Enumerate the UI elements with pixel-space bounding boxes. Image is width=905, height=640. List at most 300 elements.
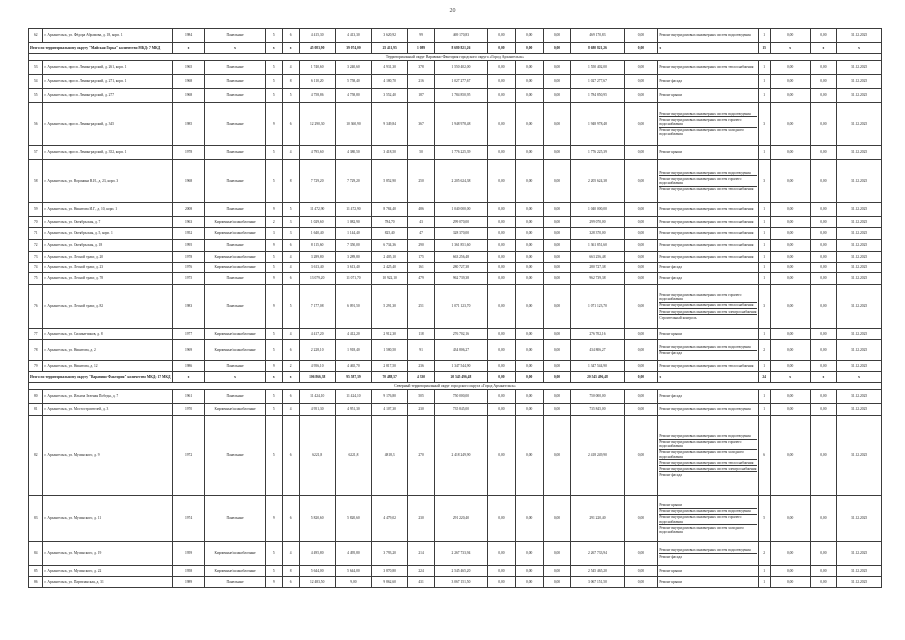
cell-year: 1985 — [172, 103, 205, 146]
cell-res: 91 — [408, 340, 435, 361]
cell-date: 31.12.2025 — [837, 340, 882, 361]
cell-z4: 0,00 — [624, 273, 658, 285]
cell-z4: 0,00 — [624, 404, 658, 416]
cell-res: 187 — [408, 89, 435, 103]
table-row — [29, 263, 882, 273]
cell-ra: 4 931,30 — [372, 61, 408, 75]
cell-mat: Панельные — [205, 75, 265, 89]
cell-z1: 0,00 — [488, 43, 516, 54]
cell-la: 4 412,20 — [335, 329, 371, 340]
address-cell: г. Архангельск, ул. Ильича Зеленая Победы, д. 7 — [43, 390, 172, 404]
cell-ta: 7 177,08 — [299, 285, 335, 329]
table-row — [29, 566, 882, 577]
cell-own: 3 067 151,50 — [571, 577, 624, 588]
cell-year: 1959 — [172, 542, 205, 566]
cell-z5: x — [770, 372, 810, 383]
cell-z5: 0,00 — [770, 340, 810, 361]
cell-z5: 0,00 — [770, 273, 810, 285]
cell-z1: 0,00 — [488, 103, 516, 146]
cell-z2: 0,00 — [515, 252, 543, 263]
cell-z3: 0,00 — [543, 329, 571, 340]
cell-year: 1983 — [172, 285, 205, 329]
cell-z4: 0,00 — [624, 372, 658, 383]
cell-date: 31.12.2025 — [837, 252, 882, 263]
address-cell: г. Архангельск, ул. Никитова И.Г., д. 10, корп. 1 — [43, 203, 172, 217]
cell-date: 31.12.2025 — [837, 263, 882, 273]
cell-z5: 0,00 — [770, 61, 810, 75]
cell-cost: 8 680 821,26 — [434, 43, 487, 54]
cell-mat: Панельные — [205, 416, 265, 496]
cell-year: 1961 — [172, 390, 205, 404]
table-row — [29, 146, 882, 160]
cell-ta: 2 228,10 — [299, 340, 335, 361]
cell-ta: 6221,8 — [299, 416, 335, 496]
cell-date: x — [837, 372, 882, 383]
cell-ta: 7 729,20 — [299, 160, 335, 203]
cell-date: 31.12.2025 — [837, 542, 882, 566]
address-cell: г. Архангельск, просп. Ленинградский, д. 345 — [43, 103, 172, 146]
cell-z1: 0,00 — [488, 29, 516, 43]
cell-la: 7 350,00 — [335, 240, 371, 252]
cell-date: 31.12.2025 — [837, 240, 882, 252]
work-type: Ремонт внутридомовых инженерных систем теплоснабжения — [659, 243, 754, 248]
cell-z3: 0,00 — [543, 29, 571, 43]
work-type: Ремонт внутридомовых инженерных систем теплоснабжения — [659, 363, 754, 368]
cell-cost: 1 027 277,67 — [434, 75, 487, 89]
table-row — [29, 285, 882, 329]
cell-z1: 0,00 — [488, 240, 516, 252]
work-type: Ремонт внутридомовых инженерных систем водоотведения — [659, 33, 751, 38]
section-title: Северный территориальный округ городского округа «Город Архангельск» — [29, 383, 882, 390]
cell-la: 39 074,00 — [335, 43, 371, 54]
cell-year: 1958 — [172, 566, 205, 577]
cell-z2: 0,00 — [515, 273, 543, 285]
cell-cost: 663 256,48 — [434, 252, 487, 263]
table-row — [29, 75, 882, 89]
row-number: 57 — [29, 146, 43, 160]
cell-z4: 0,00 — [624, 285, 658, 329]
cell-res: 99 — [408, 29, 435, 43]
table-row — [29, 240, 882, 252]
cell-res: 118 — [408, 329, 435, 340]
cell-mat: Кирпичные/шлакоблочные — [205, 542, 265, 566]
cell-z4: 0,00 — [624, 228, 658, 240]
row-number: 70 — [29, 217, 43, 228]
row-number: 73 — [29, 252, 43, 263]
cell-res: 161 — [408, 263, 435, 273]
row-number: 74 — [29, 263, 43, 273]
cell-res: 50 — [408, 146, 435, 160]
row-number: 83 — [29, 496, 43, 542]
work-type: Ремонт внутридомовых инженерных систем теплоснабжения — [659, 207, 754, 212]
cell-fl: x — [265, 372, 282, 383]
cell-cost: 2 205 624,38 — [434, 160, 487, 203]
cell-cnt: 1 — [758, 228, 770, 240]
cell-mat: Панельные — [205, 61, 265, 75]
cell-ra: 4 479,02 — [372, 496, 408, 542]
works-cell — [658, 577, 758, 588]
cell-fl: 9 — [265, 496, 282, 542]
work-type: Ремонт внутридомовых инженерных систем теплоснабжения — [659, 231, 754, 236]
cell-z3: 0,00 — [543, 228, 571, 240]
cell-z2: 0,00 — [515, 89, 543, 103]
cell-z2: 0,00 — [515, 340, 543, 361]
cell-ta: 4 951,30 — [299, 404, 335, 416]
cell-cnt: 1 — [758, 566, 770, 577]
cell-z4: 0,00 — [624, 390, 658, 404]
cell-ra: 9 349,84 — [372, 103, 408, 146]
cell-ra: 4 107,30 — [372, 404, 408, 416]
cell-ta: 45 083,90 — [299, 43, 335, 54]
work-type: Ремонт внутридомовых инженерных систем водоотведения — [659, 344, 756, 350]
cell-cnt: 1 — [758, 329, 770, 340]
cell-en: 6 — [282, 29, 299, 43]
cell-z2: 0,00 — [515, 404, 543, 416]
cell-en: 6 — [282, 103, 299, 146]
cell-res: 216 — [408, 75, 435, 89]
work-type: Ремонт фасада — [659, 351, 682, 355]
cell-z4: 0,00 — [624, 263, 658, 273]
cell-z6: 0,00 — [810, 416, 837, 496]
cell-own: 291 220,40 — [571, 496, 624, 542]
cell-cost: 2 267 733,94 — [434, 542, 487, 566]
cell-mat: Кирпичные/шлакоблочные — [205, 404, 265, 416]
work-type: Ремонт внутридомовых инженерных систем электроснабжения — [659, 309, 757, 314]
cell-z4: 0,00 — [624, 103, 658, 146]
cell-en: 3 — [282, 217, 299, 228]
cell-fl: 5 — [265, 263, 282, 273]
works-cell — [658, 61, 758, 75]
address-cell: г. Архангельск, ул. Октябрьская, д. 5, корп. 1 — [43, 228, 172, 240]
cell-en: 6 — [282, 340, 299, 361]
cell-z5: x — [770, 43, 810, 54]
cell-z6: 0,00 — [810, 228, 837, 240]
cell-cnt: 1 — [758, 361, 770, 372]
cell-mat: Панельные — [205, 160, 265, 203]
cell-cnt: 1 — [758, 61, 770, 75]
works-cell — [658, 404, 758, 416]
cell-z3: 0,00 — [543, 252, 571, 263]
cell-year: 1968 — [172, 160, 205, 203]
works-cell — [658, 273, 758, 285]
work-type: Ремонт внутридомовых инженерных систем водоотведения — [659, 407, 751, 412]
cell-fl: 5 — [265, 566, 282, 577]
cell-ra: 3 552,40 — [372, 89, 408, 103]
cell-z5: 0,00 — [770, 203, 810, 217]
cell-en: 4 — [282, 329, 299, 340]
cell-z2: 0,00 — [515, 75, 543, 89]
cell-date: 31.12.2025 — [837, 361, 882, 372]
work-type: Ремонт внутридомовых инженерных систем теплоснабжения — [659, 460, 756, 466]
cell-mat: Панельные — [205, 89, 265, 103]
cell-cost: 1 550 402,00 — [434, 61, 487, 75]
cell-en: 5 — [282, 285, 299, 329]
work-type: Ремонт внутридомовых инженерных систем теплоснабжения — [659, 187, 754, 192]
cell-z1: 0,00 — [488, 496, 516, 542]
cell-z2: 0,00 — [515, 240, 543, 252]
cell-res: 214 — [408, 542, 435, 566]
cell-en: 4 — [282, 252, 299, 263]
cell-own: 1 071 123,70 — [571, 285, 624, 329]
cell-fl: 5 — [265, 29, 282, 43]
cell-fl: x — [265, 43, 282, 54]
cell-ta: 5 644,00 — [299, 566, 335, 577]
work-type: Ремонт фасада — [659, 394, 682, 399]
work-type: Ремонт фасада — [659, 265, 682, 270]
cell-fl: 9 — [265, 361, 282, 372]
cell-ta: 11 424,10 — [299, 390, 335, 404]
cell-z4: 0,00 — [624, 217, 658, 228]
cell-fl: 5 — [265, 75, 282, 89]
works-cell — [658, 29, 758, 43]
work-type: Ремонт внутридомовых инженерных систем горячего водоснабжения — [659, 440, 756, 450]
work-type: Ремонт внутридомовых инженерных систем теплоснабжения — [659, 65, 754, 70]
cell-cnt: 15 — [758, 43, 770, 54]
cell-fl: 3 — [265, 228, 282, 240]
cell-year: 1963 — [172, 217, 205, 228]
total-row — [29, 43, 882, 54]
cell-ra: 70 488,57 — [372, 372, 408, 383]
cell-la: 5 758,40 — [335, 75, 371, 89]
work-type: Ремонт внутридомовых инженерных систем водоотведения — [659, 509, 756, 515]
cell-ra: 3 870,80 — [372, 566, 408, 577]
cell-mat: Панельные — [205, 240, 265, 252]
cell-z5: 0,00 — [770, 103, 810, 146]
cell-ra: 3 793,20 — [372, 542, 408, 566]
works-cell — [658, 103, 758, 146]
cell-ta: 13 079,20 — [299, 273, 335, 285]
cell-cnt: 1 — [758, 263, 770, 273]
cell-year: x — [172, 372, 205, 383]
cell-mat: Кирпичные/шлакоблочные — [205, 217, 265, 228]
cell-en: 8 — [282, 160, 299, 203]
work-type: Ремонт крыши — [659, 331, 683, 336]
cell-cost: 962 739,38 — [434, 273, 487, 285]
row-number: 53 — [29, 61, 43, 75]
address-cell: г. Архангельск, ул. Лесной тракт, д. 78 — [43, 273, 172, 285]
cell-fl: 5 — [265, 416, 282, 496]
cell-en: 6 — [282, 273, 299, 285]
cell-cnt: 3 — [758, 285, 770, 329]
cell-mat: x — [205, 372, 265, 383]
cell-la: 4 465,70 — [335, 361, 371, 372]
table-row — [29, 61, 882, 75]
section-header-row — [29, 54, 882, 61]
cell-z1: 0,00 — [488, 566, 516, 577]
cell-en: 4 — [282, 542, 299, 566]
cell-z3: 0,00 — [543, 372, 571, 383]
cell-cost: 1 347 544,90 — [434, 361, 487, 372]
works-cell — [658, 203, 758, 217]
works-cell — [658, 329, 758, 340]
cell-res: 230 — [408, 496, 435, 542]
cell-la: 4 495,80 — [335, 542, 371, 566]
cell-z5: 0,00 — [770, 542, 810, 566]
cell-en: 5 — [282, 89, 299, 103]
work-type: Ремонт внутридомовых инженерных систем холодного водоснабжения — [659, 450, 756, 460]
work-type: Ремонт крыши — [659, 150, 683, 155]
cell-z6: 0,00 — [810, 240, 837, 252]
cell-z2: 0,00 — [515, 372, 543, 383]
cell-z6: 0,00 — [810, 340, 837, 361]
table-row — [29, 89, 882, 103]
cell-la: 6 091,50 — [335, 285, 371, 329]
work-type: Ремонт внутридомовых инженерных систем холодного водоснабжения — [659, 525, 744, 534]
cell-z3: 0,00 — [543, 240, 571, 252]
cell-z4: 0,00 — [624, 43, 658, 54]
cell-la: 3 289,80 — [335, 252, 371, 263]
cell-ta: 4 795,60 — [299, 146, 335, 160]
cell-z3: 0,00 — [543, 217, 571, 228]
cell-z6: 0,00 — [810, 75, 837, 89]
cell-ta: 3 613,40 — [299, 263, 335, 273]
cell-res: 290 — [408, 240, 435, 252]
cell-z4: 0,00 — [624, 89, 658, 103]
cell-res: 230 — [408, 404, 435, 416]
table-row — [29, 496, 882, 542]
cell-cnt: 2 — [758, 340, 770, 361]
row-number: 62 — [29, 29, 43, 43]
cell-la: 3 613,40 — [335, 263, 371, 273]
address-cell: г. Архангельск, ул. Октябрьская, д. 18 — [43, 240, 172, 252]
row-number: 80 — [29, 390, 43, 404]
cell-year: 1978 — [172, 146, 205, 160]
cell-la: 1 918,40 — [335, 340, 371, 361]
cell-res: 251 — [408, 285, 435, 329]
cell-z4: 0,00 — [624, 160, 658, 203]
cell-res: 1 089 — [408, 43, 435, 54]
cell-date: 31.12.2025 — [837, 404, 882, 416]
cell-cnt: 1 — [758, 75, 770, 89]
cell-ra: 8 784,40 — [372, 203, 408, 217]
cell-fl: 5 — [265, 329, 282, 340]
cell-date: 31.12.2025 — [837, 203, 882, 217]
cell-date: 31.12.2025 — [837, 273, 882, 285]
cell-cost: 20 545 496,48 — [434, 372, 487, 383]
cell-z5: 0,00 — [770, 29, 810, 43]
works-cell — [658, 43, 758, 54]
cell-own: 328 370,00 — [571, 228, 624, 240]
work-type: Ремонт фасада — [659, 554, 682, 559]
cell-year: 1975 — [172, 273, 205, 285]
cell-z1: 0,00 — [488, 390, 516, 404]
cell-z3: 0,00 — [543, 89, 571, 103]
cell-z5: 0,00 — [770, 496, 810, 542]
address-cell: г. Архангельск, просп. Ленинградский, д. 352, корп. 1 — [43, 146, 172, 160]
cell-own: 735 845,00 — [571, 404, 624, 416]
cell-en: 3 — [282, 228, 299, 240]
work-type: Ремонт внутридомовых инженерных систем водоотведения — [659, 548, 756, 554]
cell-res: 47 — [408, 228, 435, 240]
cell-year: 1952 — [172, 228, 205, 240]
page-number: 20 — [449, 8, 456, 14]
row-number: 75 — [29, 273, 43, 285]
cell-cost: 291 220,40 — [434, 496, 487, 542]
cell-res: 486 — [408, 203, 435, 217]
row-number: 72 — [29, 240, 43, 252]
cell-date: 31.12.2025 — [837, 566, 882, 577]
cell-z1: 0,00 — [488, 273, 516, 285]
work-type: Ремонт внутридомовых инженерных систем теплоснабжения — [659, 219, 754, 224]
cell-ra: 5 291,30 — [372, 285, 408, 329]
cell-z2: 0,00 — [515, 263, 543, 273]
cell-z2: 0,00 — [515, 577, 543, 588]
cell-ta: 4 956,10 — [299, 361, 335, 372]
cell-ra: 2 425,40 — [372, 263, 408, 273]
cell-cost: 434 806,27 — [434, 340, 487, 361]
cell-z6: 0,00 — [810, 89, 837, 103]
total-row — [29, 372, 882, 383]
cell-fl: 5 — [265, 89, 282, 103]
cell-z1: 0,00 — [488, 228, 516, 240]
address-cell: г. Архангельск, просп. Ленинградский, д. 261, корп. 1 — [43, 61, 172, 75]
cell-res: 175 — [408, 252, 435, 263]
cell-la: 1 144,40 — [335, 228, 371, 240]
cell-z2: 0,00 — [515, 390, 543, 404]
cell-cost: 1 361 851,60 — [434, 240, 487, 252]
cell-la: 95 587,39 — [335, 372, 371, 383]
cell-mat: Панельные — [205, 203, 265, 217]
work-type: Ремонт фасада — [659, 276, 682, 281]
works-cell — [658, 390, 758, 404]
cell-cost: 1 784 850,95 — [434, 89, 487, 103]
cell-fl: 5 — [265, 160, 282, 203]
cell-z5: 0,00 — [770, 263, 810, 273]
cell-z4: 0,00 — [624, 361, 658, 372]
cell-z3: 0,00 — [543, 340, 571, 361]
cell-mat: Панельные — [205, 146, 265, 160]
cell-z6: 0,00 — [810, 329, 837, 340]
cell-la: 4 380,50 — [335, 146, 371, 160]
cell-mat: Панельные — [205, 577, 265, 588]
works-cell — [658, 160, 758, 203]
cell-fl: 9 — [265, 273, 282, 285]
works-cell — [658, 542, 758, 566]
work-type: Ремонт внутридомовых инженерных систем горячего водоснабжения — [659, 515, 756, 525]
cell-z3: 0,00 — [543, 496, 571, 542]
row-number: 78 — [29, 340, 43, 361]
cell-z6: x — [810, 372, 837, 383]
cell-z1: 0,00 — [488, 217, 516, 228]
table-row — [29, 160, 882, 203]
cell-z3: 0,00 — [543, 542, 571, 566]
cell-mat: Кирпичные/шлакоблочные — [205, 566, 265, 577]
cell-en: 4 — [282, 404, 299, 416]
cell-date: 31.12.2025 — [837, 228, 882, 240]
works-cell — [658, 228, 758, 240]
cell-year: 1995 — [172, 240, 205, 252]
address-cell: г. Архангельск, ул. Лесной тракт, д. 82 — [43, 285, 172, 329]
cell-ta: 1 740,60 — [299, 61, 335, 75]
cell-z6: 0,00 — [810, 542, 837, 566]
cell-own: 663 256,48 — [571, 252, 624, 263]
cell-z2: 0,00 — [515, 103, 543, 146]
cell-z3: 0,00 — [543, 404, 571, 416]
cell-date: 31.12.2025 — [837, 217, 882, 228]
cell-z3: 0,00 — [543, 390, 571, 404]
cell-fl: 5 — [265, 340, 282, 361]
cell-cost: 469 170,83 — [434, 29, 487, 43]
cell-en: 6 — [282, 577, 299, 588]
cell-en: 6 — [282, 496, 299, 542]
cell-z2: 0,00 — [515, 496, 543, 542]
address-cell: г. Архангельск, ул. Никитова, д. 2 — [43, 340, 172, 361]
cell-res: 505 — [408, 390, 435, 404]
cell-cost: 750 000,00 — [434, 390, 487, 404]
cell-z2: 0,00 — [515, 566, 543, 577]
works-cell — [658, 285, 758, 329]
cell-cost: 276 702,16 — [434, 329, 487, 340]
